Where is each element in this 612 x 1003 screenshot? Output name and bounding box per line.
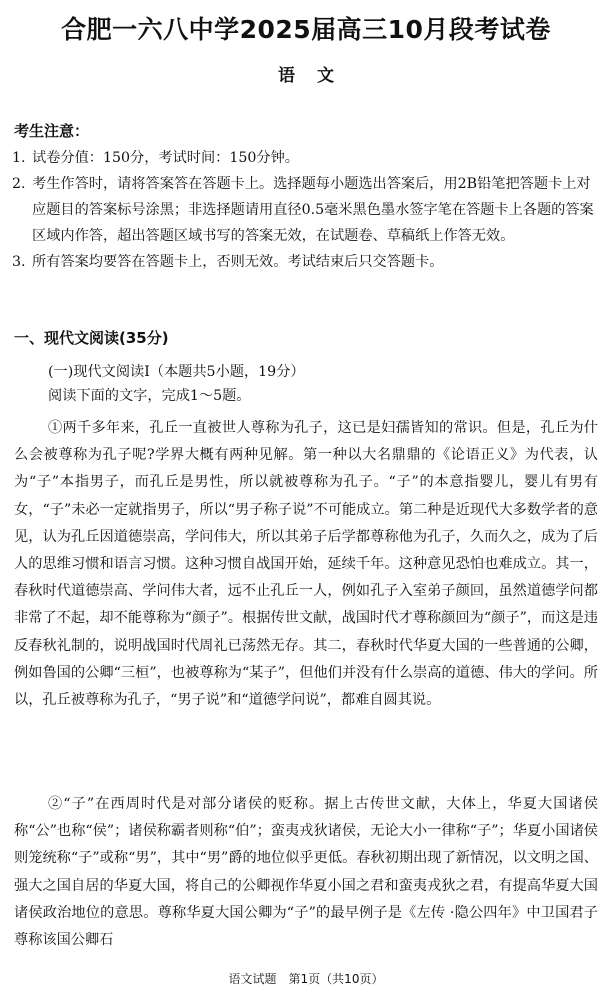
notice-item-number: 3. (12, 254, 26, 270)
notice-item-number: 1. (12, 150, 26, 166)
exam-title: 合肥一六八中学2025届高三10月段考试卷 (61, 15, 551, 44)
subject-title: 语文 (278, 66, 356, 86)
page-footer: 语文试题 第1页（共10页） (228, 972, 384, 986)
reading-instruction: 阅读下面的文字，完成1～5题。 (48, 388, 251, 404)
notice-heading: 考生注意： (14, 122, 90, 140)
passage-paragraph-2: ②“子”在西周时代是对部分诸侯的贬称。据上古传世文献，大体上，华夏大国诸侯称“公”也称“侯”；诸侯称霸者则称“伯”；蛮夷戎狄诸侯，无论大小一律称“子”；华夏小国诸侯则笼统称“子”或称“男”，其中“男”爵的地位似乎更低。春秋初期出现了新情况，以文明之国、强大之国自居的华夏大国，将自己的公卿视作华夏小国之君和蛮夷戎狄之君，有提高华夏大国诸侯政治地位的意思。尊称华夏大国公卿为“子”的最早例子是《左传 ·隐公四年》中卫国君子尊称该国公卿石 (14, 796, 598, 949)
notice-item-number: 2. (12, 176, 26, 192)
notice-item-text: 试卷分值：150分，考试时间：150分钟。 (32, 150, 299, 166)
notice-item (12, 249, 602, 275)
subsection-heading: (一)现代文阅读I（本题共5小题，19分） (48, 364, 305, 380)
notice-list (12, 145, 602, 275)
notice-item (12, 171, 602, 249)
notice-item-text: 考生作答时，请将答案答在答题卡上。选择题每小题选出答案后，用2B铅笔把答题卡上对应题目的答案标号涂黑；非选择题请用直径0.5毫米黑色墨水签字笔在答题卡上各题的答案区域内作答，超出答题区域书写的答案无效，在试题卷、草稿纸上作答无效。 (32, 176, 594, 244)
section-heading: 一、现代文阅读(35分) (14, 329, 169, 347)
notice-item-text: 所有答案均要答在答题卡上，否则无效。考试结束后只交答题卡。 (32, 254, 444, 270)
notice-item (12, 145, 602, 171)
passage-paragraph-1: ①两千多年来，孔丘一直被世人尊称为孔子，这已是妇孺皆知的常识。但是，孔丘为什么会被尊称为孔子呢?学界大概有两种见解。第一种以大名鼎鼎的《论语正义》为代表，认为“子”本指男子，而孔丘是男性，所以就被尊称为孔子。“子”的本意指婴儿，婴儿有男有女，“子”未必一定就指男子，所以“男子称子说”不可能成立。第二种是近现代大多数学者的意见，认为孔丘因道德崇高，学问伟大，所以其弟子后学都尊称他为孔子，久而久之，成为了后人的思维习惯和语言习惯。这种习惯自战国开始，延续千年。这种意见恐怕也难成立。其一，春秋时代道德崇高、学问伟大者，远不止孔丘一人，例如孔子入室弟子颜回，虽然道德学问都非常了不起，却不能尊称为“颜子”。根据传世文献，战国时代才尊称颜回为“颜子”，而这是违反春秋礼制的，说明战国时代周礼已荡然无存。其二，春秋时代华夏大国的一些普通的公卿，例如鲁国的公卿“三桓”，也被尊称为“某子”，但他们并没有什么崇高的道德、伟大的学问。所以，孔丘被尊称为孔子，“男子说”和“道德学问说”，都难自圆其说。 (14, 420, 598, 709)
